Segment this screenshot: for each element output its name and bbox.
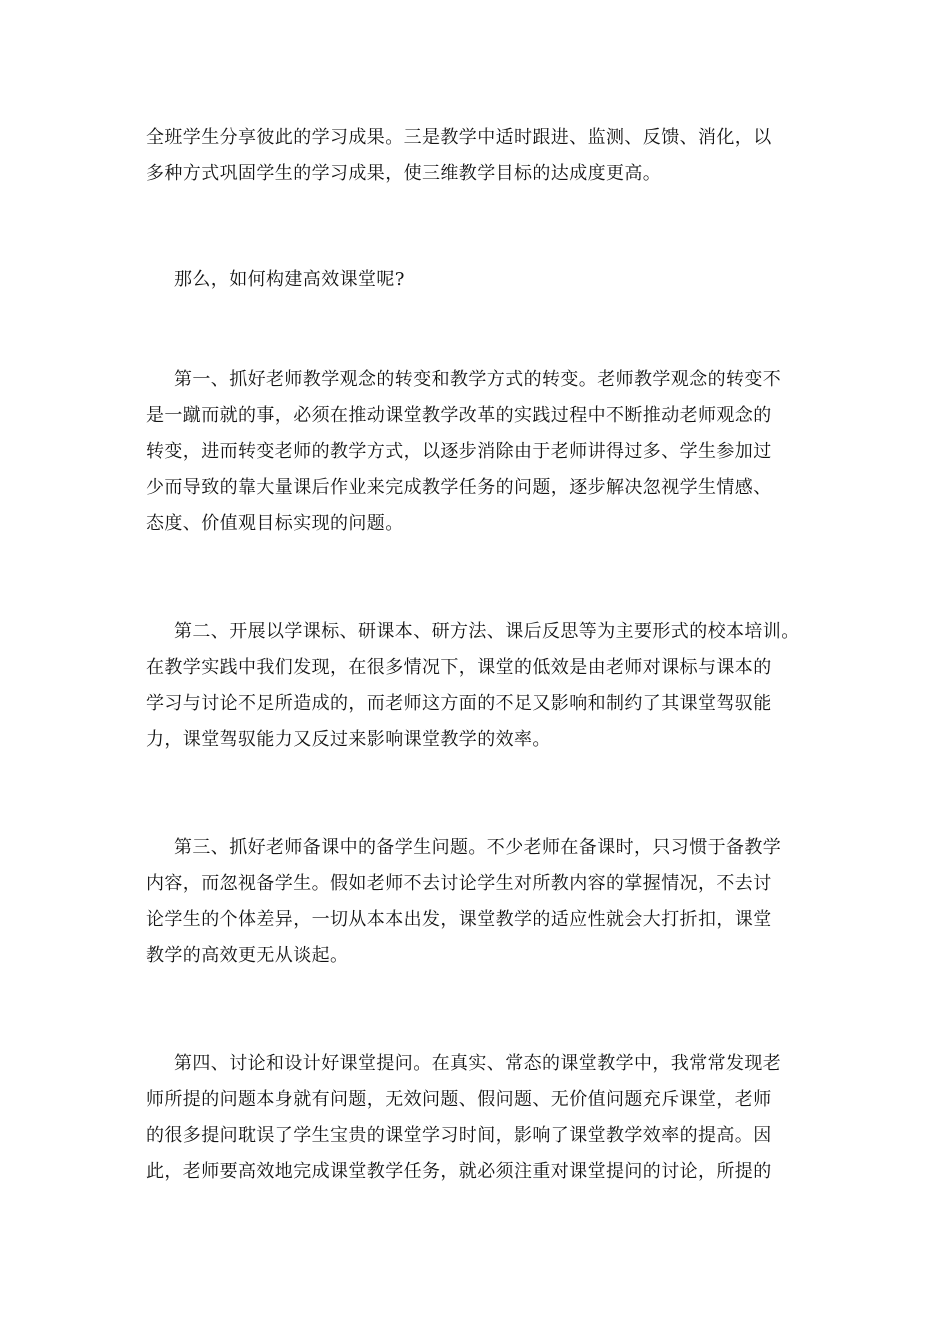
text-line: 师所提的问题本身就有问题，无效问题、假问题、无价值问题充斥课堂，老师 (146, 1089, 772, 1110)
text-line: 全班学生分享彼此的学习成果。三是教学中适时跟进、监测、反馈、消化，以 (146, 127, 772, 148)
text-line: 第四、讨论和设计好课堂提问。在真实、常态的课堂教学中，我常常发现老 (174, 1053, 782, 1074)
text-line: 转变，进而转变老师的教学方式，以逐步消除由于老师讲得过多、学生参加过 (146, 441, 772, 462)
paragraph-question (146, 262, 806, 298)
paragraph-point-three (146, 830, 806, 974)
text-line: 是一蹴而就的事，必须在推动课堂教学改革的实践过程中不断推动老师观念的 (146, 405, 772, 426)
text-line: 在教学实践中我们发现，在很多情况下，课堂的低效是由老师对课标与课本的 (146, 657, 772, 678)
paragraph-point-two (146, 614, 806, 758)
text-line: 的很多提问耽误了学生宝贵的课堂学习时间，影响了课堂教学效率的提高。因 (146, 1125, 772, 1146)
text-line: 学习与讨论不足所造成的，而老师这方面的不足又影响和制约了其课堂驾驭能 (146, 693, 772, 714)
text-line: 那么，如何构建高效课堂呢? (174, 269, 405, 290)
text-line: 此，老师要高效地完成课堂教学任务，就必须注重对课堂提问的讨论，所提的 (146, 1161, 772, 1182)
text-line: 内容，而忽视备学生。假如老师不去讨论学生对所教内容的掌握情况，不去讨 (146, 873, 772, 894)
text-line: 教学的高效更无从谈起。 (146, 945, 349, 966)
text-line: 态度、价值观目标实现的问题。 (146, 513, 404, 534)
text-line: 第三、抓好老师备课中的备学生问题。不少老师在备课时，只习惯于备教学 (174, 837, 782, 858)
text-line: 第二、开展以学课标、研课本、研方法、课后反思等为主要形式的校本培训。 (174, 621, 800, 642)
text-line: 多种方式巩固学生的学习成果，使三维教学目标的达成度更高。 (146, 163, 662, 184)
text-line: 第一、抓好老师教学观念的转变和教学方式的转变。老师教学观念的转变不 (174, 369, 782, 390)
text-line: 少而导致的靠大量课后作业来完成教学任务的问题，逐步解决忽视学生情感、 (146, 477, 772, 498)
paragraph-continuation (146, 120, 806, 192)
paragraph-point-one (146, 362, 806, 542)
paragraph-point-four (146, 1046, 806, 1190)
text-line: 论学生的个体差异，一切从本本出发，课堂教学的适应性就会大打折扣，课堂 (146, 909, 772, 930)
text-line: 力，课堂驾驭能力又反过来影响课堂教学的效率。 (146, 729, 551, 750)
